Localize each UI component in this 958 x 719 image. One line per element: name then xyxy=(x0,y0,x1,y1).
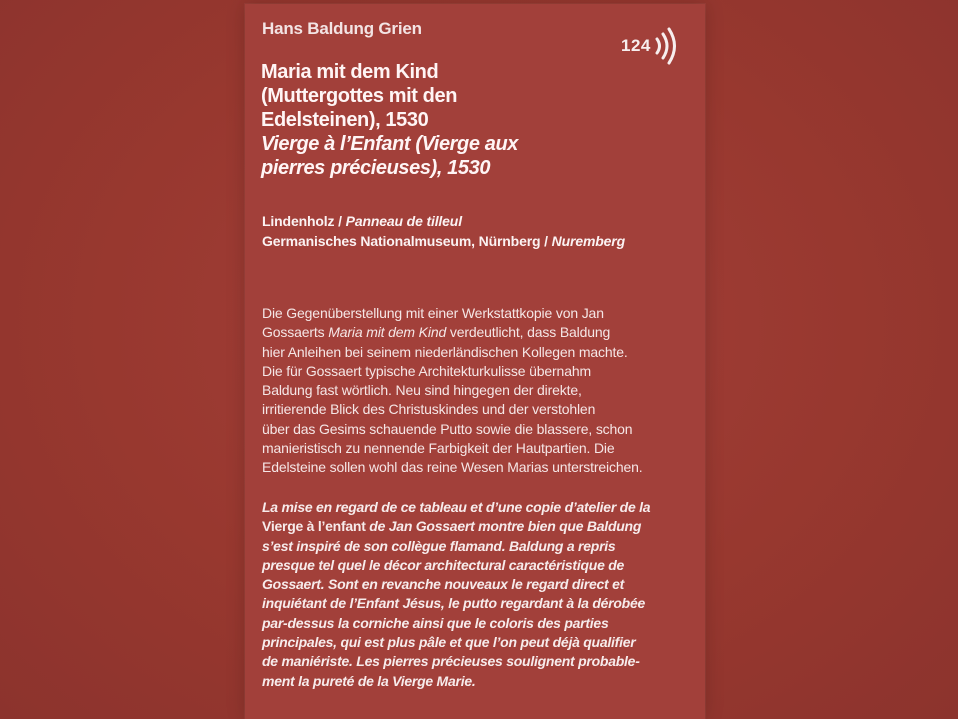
de-text: Gossaerts xyxy=(262,324,329,341)
fr-line: principales, qui est plus pâle et que l’on peut déjà qualifier xyxy=(262,634,636,651)
audio-guide-number: 124 xyxy=(621,36,651,55)
de-line: irritierende Blick des Christuskindes und der verstohlen xyxy=(262,401,596,418)
fr-line: par-dessus la corniche ainsi que le coloris des parties xyxy=(262,614,609,631)
fr-line: s’est inspiré de son collègue flamand. Baldung a repris xyxy=(262,537,616,554)
medium-line xyxy=(262,211,692,231)
fr-text: de Jan Gossaert montre bien que Baldung xyxy=(365,518,642,535)
fr-line: inquiétant de l’Enfant Jésus, le putto regardant à la dérobée xyxy=(262,595,646,612)
description-german xyxy=(262,304,702,478)
artwork-metadata xyxy=(262,211,692,251)
title-fr-line-1: Vierge à l’Enfant (Vierge aux xyxy=(261,133,519,155)
collection-line xyxy=(262,231,692,251)
medium-de: Lindenholz xyxy=(262,213,335,229)
de-line: Die Gegenüberstellung mit einer Werkstattkopie von Jan xyxy=(262,305,604,321)
title-de-line-3: Edelsteinen), 1530 xyxy=(261,109,429,131)
artist-name: Hans Baldung Grien xyxy=(262,19,422,38)
de-line: manieristisch zu nennende Farbigkeit der Hautpartien. Die xyxy=(262,440,615,457)
collection-de: Germanisches Nationalmuseum, Nürnberg xyxy=(262,233,541,249)
title-de-line-2: (Muttergottes mit den xyxy=(261,85,458,107)
de-line: Edelsteine sollen wohl das reine Wesen Marias unterstreichen. xyxy=(262,459,643,476)
de-line: Die für Gossaert typische Architekturkulisse übernahm xyxy=(262,362,591,379)
description-french xyxy=(262,498,702,691)
fr-artwork-reference: Vierge à l’enfant xyxy=(262,518,366,535)
de-line: über das Gesims schauende Putto sowie die blassere, schon xyxy=(262,420,633,437)
fr-line: ment la pureté de la Vierge Marie. xyxy=(262,672,476,689)
fr-line: Gossaert. Sont en revanche nouveaux le regard direct et xyxy=(262,576,625,593)
fr-line: de maniériste. Les pierres précieuses soulignent probable- xyxy=(262,653,640,670)
de-artwork-reference: Maria mit dem Kind xyxy=(328,324,447,341)
fr-line: La mise en regard de ce tableau et d’une copie d’atelier de la xyxy=(262,499,651,515)
de-line: Baldung fast wörtlich. Neu sind hingegen der direkte, xyxy=(262,382,582,399)
collection-fr: Nuremberg xyxy=(551,233,625,249)
de-line: hier Anleihen bei seinem niederländischen Kollegen machte. xyxy=(262,343,628,360)
title-de-line-1: Maria mit dem Kind xyxy=(261,61,439,83)
medium-fr: Panneau de tilleul xyxy=(345,213,462,229)
collection-separator: / xyxy=(540,233,552,249)
de-text: verdeutlicht, dass Baldung xyxy=(446,324,611,341)
fr-line xyxy=(262,517,702,536)
title-fr-line-2: pierres précieuses), 1530 xyxy=(261,157,491,179)
fr-line: presque tel quel le décor architectural caractéristique de xyxy=(262,556,625,573)
medium-separator: / xyxy=(334,213,346,229)
artwork-title xyxy=(261,60,681,180)
de-line xyxy=(262,323,702,342)
